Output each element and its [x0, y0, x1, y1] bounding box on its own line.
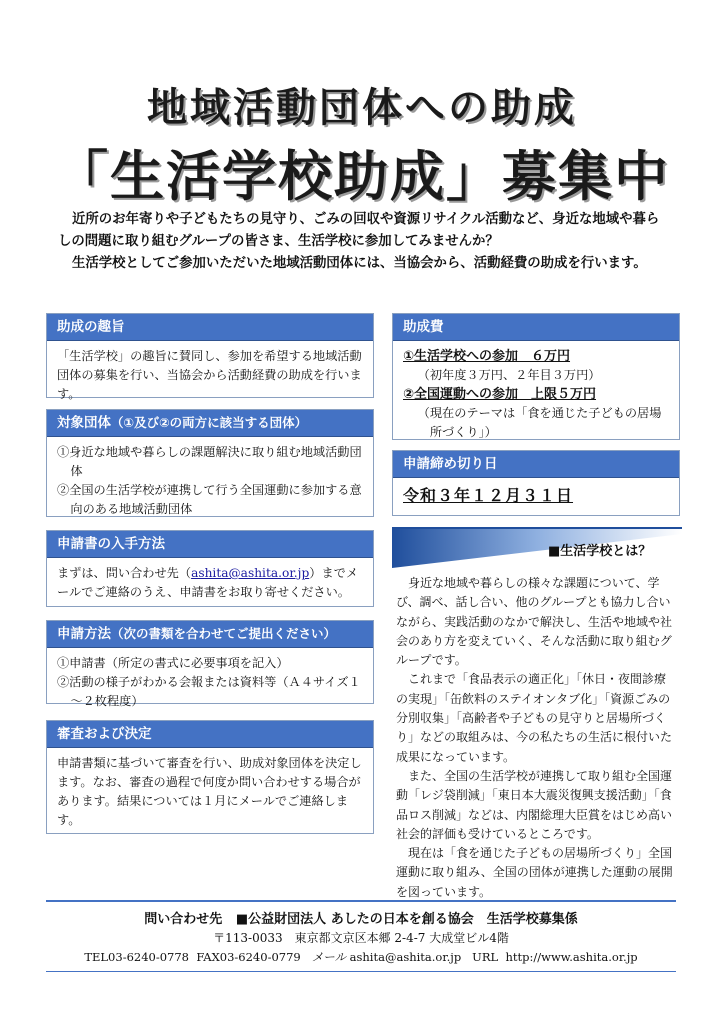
footer-bottom-divider [46, 971, 676, 972]
target-heading [47, 410, 373, 437]
review-panel [46, 720, 374, 834]
application-method-heading-note: （次の書類を合わせてご提出ください） [111, 626, 337, 641]
application-form-panel [46, 530, 374, 607]
application-form-heading: 申請書の入手方法 [47, 531, 373, 558]
application-method-item-1: ①申請書（所定の書式に必要事項を記入） [57, 656, 289, 670]
application-form-text-after: ）までメールでご連絡のうえ、申請書をお取り寄せください。 [57, 566, 359, 599]
application-method-panel [46, 620, 374, 708]
footer-contact-details [46, 949, 676, 965]
grant-heading: 助成費 [393, 314, 679, 341]
about-paragraph-4: 現在は「食を通じた子どもの居場所づくり」全国運動に取り組み、全国の団体が連携した運動の展開を図っています。 [396, 846, 673, 899]
target-item-2: ②全国の生活学校が連携して行う全国運動に参加する意向のある地域活動団体 [57, 483, 362, 516]
grant-line-1: ①生活学校への参加 ６万円 [403, 349, 571, 364]
footer-address: 〒113-0033 東京都文京区本郷 2-4-7 大成堂ビル4階 [213, 931, 509, 945]
deadline-heading: 申請締め切り日 [393, 451, 679, 478]
contact-email-link[interactable]: ashita@ashita.or.jp [191, 566, 310, 580]
deadline-panel [392, 450, 680, 516]
about-paragraph-2: これまで「食品表示の適正化」「休日・夜間診療の実現」「缶飲料のステイオンタブ化」「資源ごみの分別収集」「高齢者や子どもの見守りと居場所づくり」などの取組みは、今の私たちの生活に根付いた成果になっています。 [396, 672, 673, 764]
footer-tel: TEL03-6240-0778 [84, 950, 189, 964]
application-form-text-before: まずは、問い合わせ先（ [57, 566, 192, 580]
application-form-text [57, 564, 363, 602]
target-heading-note: （①及び②の両方に該当する団体） [111, 415, 308, 430]
grant-line-2: ②全国運動への参加 上限５万円 [403, 387, 597, 402]
grant-panel [392, 313, 680, 440]
page-subtitle: 「生活学校助成」募集中 [54, 145, 670, 208]
purpose-text: 「生活学校」の趣旨に賛同し、参加を希望する地域活動団体の募集を行い、当協会から活動経費の助成を行います。 [57, 349, 362, 401]
about-paragraph-1: 身近な地域や暮らしの様々な課題について、学び、調べ、話し合い、他のグループとも協力し合いながら、実践活動のなかで解決し、生活や地域や社会のあり方を変えていく、そんな活動に取り組むグループです。 [396, 576, 673, 668]
grant-line-1-note: （初年度３万円、２年目３万円） [417, 368, 601, 382]
page-title: 地域活動団体への助成 [147, 85, 577, 131]
footer-mail-label: メール [311, 950, 346, 964]
footer-mail[interactable]: ashita@ashita.or.jp [349, 950, 462, 964]
application-method-heading-label: 申請方法 [57, 626, 111, 642]
target-heading-label: 対象団体 [57, 415, 111, 431]
purpose-heading: 助成の趣旨 [47, 314, 373, 341]
footer-organization: ■公益財団法人 あしたの日本を創る協会 生活学校募集係 [235, 912, 578, 927]
footer-contact-label: 問い合わせ先 [144, 912, 223, 927]
deadline-date: 令和３年１２月３１日 [403, 486, 574, 505]
application-method-heading [47, 621, 373, 648]
footer-url-label: URL [472, 950, 499, 964]
target-panel [46, 409, 374, 517]
about-body [396, 574, 676, 902]
purpose-panel [46, 313, 374, 401]
footer-fax: FAX03-6240-0779 [196, 950, 301, 964]
grant-line-2-note: （現在のテーマは「食を通じた子どもの居場所づくり」） [417, 406, 662, 439]
footer-divider [46, 900, 676, 902]
footer-contact [46, 908, 676, 927]
review-heading: 審査および決定 [47, 721, 373, 748]
footer-url[interactable]: http://www.ashita.or.jp [505, 950, 638, 964]
target-item-1: ①身近な地域や暮らしの課題解決に取り組む地域活動団体 [57, 445, 362, 478]
about-heading: ■生活学校とは？ [548, 544, 652, 559]
about-paragraph-3: また、全国の生活学校が連携して取り組む全国運動「レジ袋削減」「東日本大震災復興支援活動」「食品ロス削減」などは、内閣総理大臣賞をはじめ高い社会的評価も受けているところです。 [396, 768, 673, 841]
intro-paragraph-2: 生活学校としてご参加いただいた地域活動団体には、当協会から、活動経費の助成を行います。 [72, 256, 647, 271]
intro-paragraph-1: 近所のお年寄りや子どもたちの見守り、ごみの回収や資源リサイクル活動など、身近な地域や暮らしの問題に取り組むグループの皆さま、生活学校に参加してみませんか？ [58, 212, 660, 249]
application-method-item-2: ②活動の様子がわかる会報または資料等（Ａ４サイズ１～２枚程度） [57, 675, 361, 708]
review-text: 申請書類に基づいて審査を行い、助成対象団体を決定します。なお、審査の過程で何度か問い合わせする場合があります。結果については１月にメールでご連絡します。 [57, 756, 362, 827]
